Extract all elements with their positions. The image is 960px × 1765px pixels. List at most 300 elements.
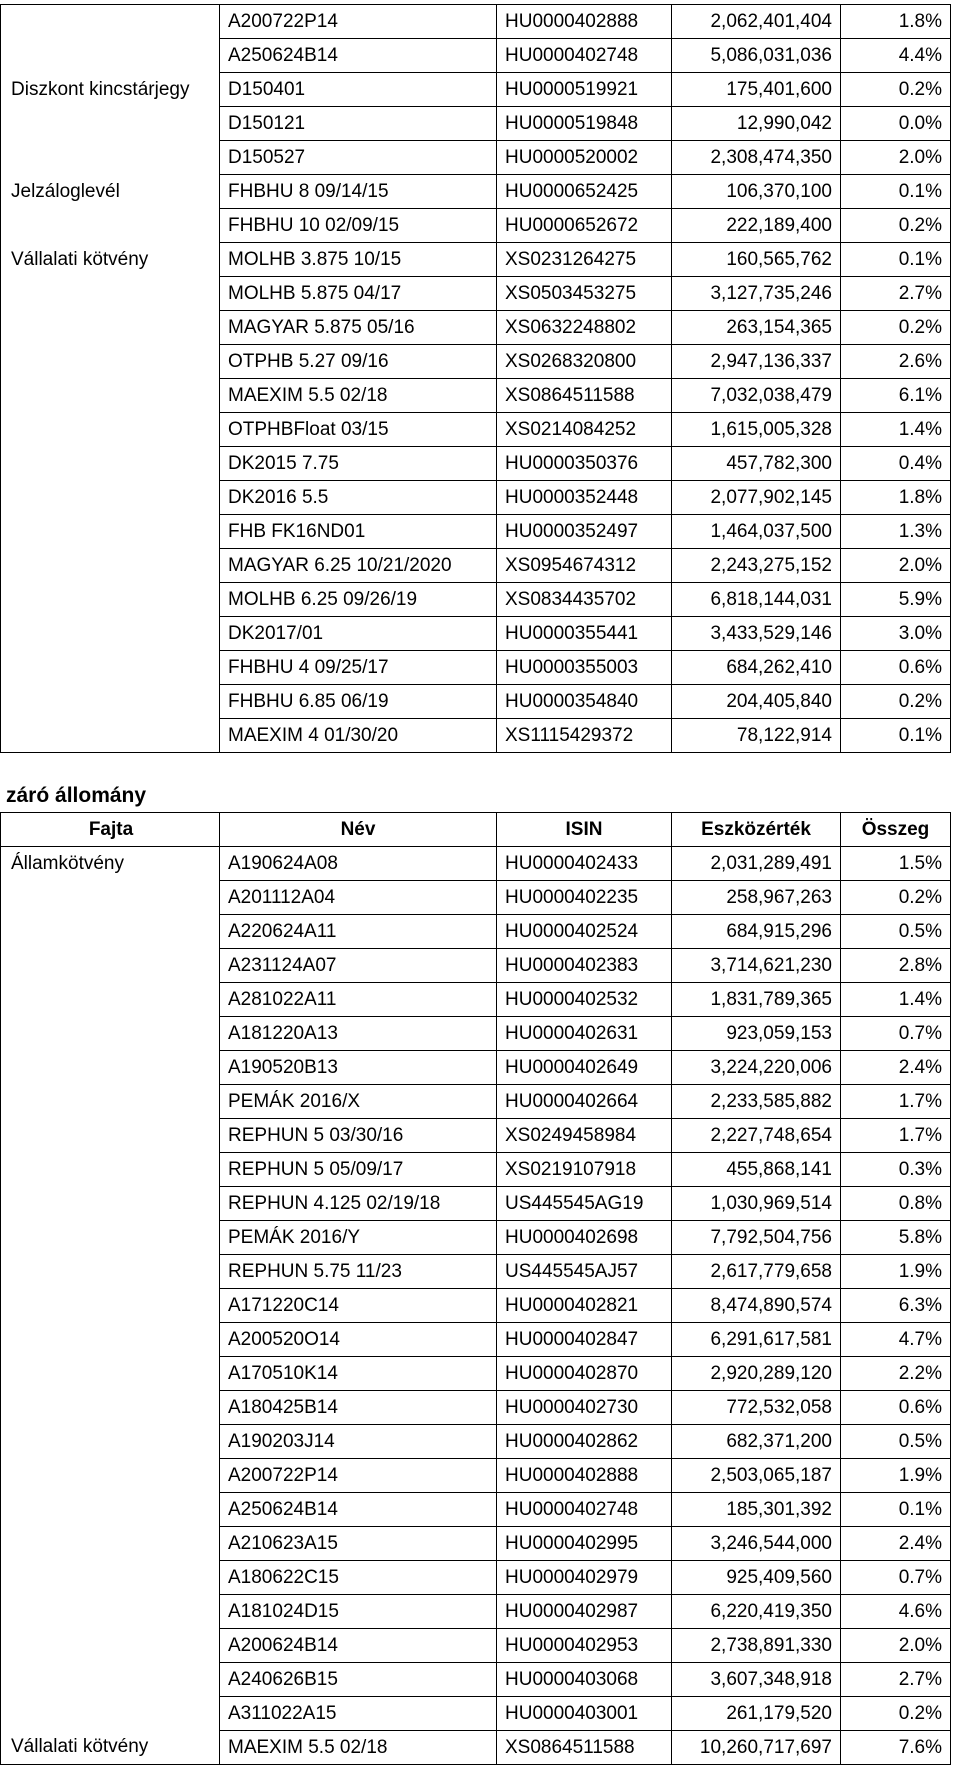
cell-fajta (1, 1391, 220, 1425)
cell-isin: HU0000403068 (497, 1663, 672, 1697)
cell-nev: PEMÁK 2016/X (220, 1085, 497, 1119)
cell-osszeg: 1.4% (841, 413, 951, 447)
cell-nev: A190624A08 (220, 847, 497, 881)
cell-osszeg: 2.0% (841, 141, 951, 175)
cell-isin: HU0000519921 (497, 73, 672, 107)
cell-isin: HU0000402888 (497, 1459, 672, 1493)
cell-fajta (1, 1459, 220, 1493)
cell-osszeg: 0.5% (841, 915, 951, 949)
cell-nev: DK2016 5.5 (220, 481, 497, 515)
cell-isin: HU0000402748 (497, 39, 672, 73)
table-row (1, 1459, 951, 1493)
cell-osszeg: 0.2% (841, 73, 951, 107)
cell-isin: HU0000402383 (497, 949, 672, 983)
cell-isin: XS0268320800 (497, 345, 672, 379)
cell-isin: HU0000402730 (497, 1391, 672, 1425)
table-row (1, 617, 951, 651)
cell-nev: MAEXIM 5.5 02/18 (220, 1731, 497, 1765)
cell-isin: HU0000402979 (497, 1561, 672, 1595)
table-row (1, 107, 951, 141)
cell-nev: DK2017/01 (220, 617, 497, 651)
cell-eszkozertek: 1,831,789,365 (672, 983, 841, 1017)
cell-nev: A180622C15 (220, 1561, 497, 1595)
cell-fajta (1, 1357, 220, 1391)
cell-nev: PEMÁK 2016/Y (220, 1221, 497, 1255)
cell-fajta (1, 1595, 220, 1629)
cell-osszeg: 0.1% (841, 175, 951, 209)
cell-eszkozertek: 2,243,275,152 (672, 549, 841, 583)
cell-nev: A200722P14 (220, 1459, 497, 1493)
table-row (1, 1187, 951, 1221)
cell-eszkozertek: 2,308,474,350 (672, 141, 841, 175)
cell-eszkozertek: 10,260,717,697 (672, 1731, 841, 1765)
table-row (1, 1119, 951, 1153)
holdings-table-continued (0, 4, 951, 753)
cell-eszkozertek: 3,246,544,000 (672, 1527, 841, 1561)
cell-isin: HU0000402821 (497, 1289, 672, 1323)
table-row (1, 549, 951, 583)
cell-fajta (1, 549, 220, 583)
cell-osszeg: 0.6% (841, 1391, 951, 1425)
cell-eszkozertek: 5,086,031,036 (672, 39, 841, 73)
cell-osszeg: 0.0% (841, 107, 951, 141)
cell-nev: REPHUN 5.75 11/23 (220, 1255, 497, 1289)
cell-osszeg: 0.2% (841, 881, 951, 915)
cell-osszeg: 3.0% (841, 617, 951, 651)
cell-fajta (1, 881, 220, 915)
cell-eszkozertek: 2,503,065,187 (672, 1459, 841, 1493)
cell-isin: HU0000402698 (497, 1221, 672, 1255)
cell-isin: HU0000402235 (497, 881, 672, 915)
cell-osszeg: 0.7% (841, 1017, 951, 1051)
cell-osszeg: 1.3% (841, 515, 951, 549)
cell-isin: HU0000355441 (497, 617, 672, 651)
cell-isin: XS0219107918 (497, 1153, 672, 1187)
cell-isin: HU0000519848 (497, 107, 672, 141)
cell-fajta (1, 1119, 220, 1153)
cell-eszkozertek: 772,532,058 (672, 1391, 841, 1425)
cell-eszkozertek: 6,291,617,581 (672, 1323, 841, 1357)
cell-osszeg: 0.5% (841, 1425, 951, 1459)
cell-isin: XS0249458984 (497, 1119, 672, 1153)
cell-nev: REPHUN 5 03/30/16 (220, 1119, 497, 1153)
header-nev: Név (220, 813, 497, 847)
cell-eszkozertek: 3,433,529,146 (672, 617, 841, 651)
cell-isin: XS0954674312 (497, 549, 672, 583)
table-row (1, 277, 951, 311)
cell-eszkozertek: 12,990,042 (672, 107, 841, 141)
cell-isin: HU0000652672 (497, 209, 672, 243)
cell-isin: XS0834435702 (497, 583, 672, 617)
cell-isin: XS0864511588 (497, 379, 672, 413)
cell-eszkozertek: 1,615,005,328 (672, 413, 841, 447)
cell-fajta (1, 1051, 220, 1085)
cell-eszkozertek: 682,371,200 (672, 1425, 841, 1459)
cell-isin: HU0000402987 (497, 1595, 672, 1629)
table-row (1, 1595, 951, 1629)
cell-isin: HU0000402649 (497, 1051, 672, 1085)
cell-fajta: Jelzáloglevél (1, 175, 220, 209)
cell-nev: A180425B14 (220, 1391, 497, 1425)
cell-nev: OTPHB 5.27 09/16 (220, 345, 497, 379)
table-row (1, 5, 951, 39)
cell-eszkozertek: 258,967,263 (672, 881, 841, 915)
cell-fajta (1, 617, 220, 651)
cell-osszeg: 0.2% (841, 311, 951, 345)
cell-isin: HU0000350376 (497, 447, 672, 481)
cell-fajta (1, 915, 220, 949)
cell-fajta (1, 1017, 220, 1051)
closing-holdings-table (0, 812, 951, 1765)
table-row (1, 1629, 951, 1663)
cell-fajta (1, 1085, 220, 1119)
cell-nev: A220624A11 (220, 915, 497, 949)
table-row (1, 39, 951, 73)
cell-nev: A240626B15 (220, 1663, 497, 1697)
table-row (1, 481, 951, 515)
table-row (1, 1731, 951, 1765)
cell-osszeg: 1.9% (841, 1255, 951, 1289)
cell-nev: A311022A15 (220, 1697, 497, 1731)
cell-osszeg: 2.8% (841, 949, 951, 983)
cell-nev: FHBHU 8 09/14/15 (220, 175, 497, 209)
cell-eszkozertek: 2,738,891,330 (672, 1629, 841, 1663)
cell-eszkozertek: 3,714,621,230 (672, 949, 841, 983)
cell-nev: MAGYAR 6.25 10/21/2020 (220, 549, 497, 583)
cell-fajta (1, 1153, 220, 1187)
cell-fajta (1, 413, 220, 447)
cell-nev: REPHUN 4.125 02/19/18 (220, 1187, 497, 1221)
cell-eszkozertek: 2,233,585,882 (672, 1085, 841, 1119)
table-row (1, 141, 951, 175)
cell-osszeg: 1.9% (841, 1459, 951, 1493)
cell-fajta: Diszkont kincstárjegy (1, 73, 220, 107)
cell-eszkozertek: 263,154,365 (672, 311, 841, 345)
cell-fajta (1, 651, 220, 685)
cell-eszkozertek: 185,301,392 (672, 1493, 841, 1527)
cell-fajta (1, 481, 220, 515)
cell-osszeg: 2.6% (841, 345, 951, 379)
cell-osszeg: 0.2% (841, 685, 951, 719)
cell-osszeg: 2.0% (841, 549, 951, 583)
cell-osszeg: 2.0% (841, 1629, 951, 1663)
cell-nev: MOLHB 3.875 10/15 (220, 243, 497, 277)
cell-osszeg: 2.7% (841, 1663, 951, 1697)
cell-nev: A210623A15 (220, 1527, 497, 1561)
table-row (1, 1289, 951, 1323)
cell-fajta (1, 379, 220, 413)
cell-fajta (1, 107, 220, 141)
table-row (1, 379, 951, 413)
cell-fajta (1, 1663, 220, 1697)
cell-isin: HU0000402862 (497, 1425, 672, 1459)
table-row (1, 685, 951, 719)
header-row (1, 813, 951, 847)
cell-eszkozertek: 3,607,348,918 (672, 1663, 841, 1697)
table-row (1, 651, 951, 685)
cell-fajta (1, 1629, 220, 1663)
header-eszkozertek: Eszközérték (672, 813, 841, 847)
cell-fajta (1, 1697, 220, 1731)
cell-eszkozertek: 261,179,520 (672, 1697, 841, 1731)
cell-fajta (1, 719, 220, 753)
cell-nev: D150527 (220, 141, 497, 175)
cell-isin: US445545AG19 (497, 1187, 672, 1221)
cell-nev: MOLHB 6.25 09/26/19 (220, 583, 497, 617)
closing-holdings-body (1, 847, 951, 1765)
table-row (1, 1493, 951, 1527)
cell-osszeg: 4.4% (841, 39, 951, 73)
cell-osszeg: 2.4% (841, 1527, 951, 1561)
cell-osszeg: 7.6% (841, 1731, 951, 1765)
cell-eszkozertek: 160,565,762 (672, 243, 841, 277)
cell-osszeg: 0.6% (841, 651, 951, 685)
cell-osszeg: 4.6% (841, 1595, 951, 1629)
cell-osszeg: 1.5% (841, 847, 951, 881)
cell-isin: US445545AJ57 (497, 1255, 672, 1289)
cell-osszeg: 6.1% (841, 379, 951, 413)
cell-eszkozertek: 925,409,560 (672, 1561, 841, 1595)
cell-isin: HU0000355003 (497, 651, 672, 685)
cell-osszeg: 0.1% (841, 243, 951, 277)
table-row (1, 583, 951, 617)
table-row (1, 881, 951, 915)
cell-fajta (1, 1255, 220, 1289)
cell-fajta (1, 141, 220, 175)
cell-nev: MOLHB 5.875 04/17 (220, 277, 497, 311)
cell-nev: A200520O14 (220, 1323, 497, 1357)
cell-eszkozertek: 175,401,600 (672, 73, 841, 107)
cell-nev: A170510K14 (220, 1357, 497, 1391)
table-row (1, 413, 951, 447)
cell-osszeg: 0.8% (841, 1187, 951, 1221)
cell-nev: A190520B13 (220, 1051, 497, 1085)
cell-isin: XS0503453275 (497, 277, 672, 311)
cell-osszeg: 2.7% (841, 277, 951, 311)
table-row (1, 1051, 951, 1085)
cell-eszkozertek: 2,031,289,491 (672, 847, 841, 881)
table-row (1, 1391, 951, 1425)
cell-nev: D150121 (220, 107, 497, 141)
cell-nev: A250624B14 (220, 39, 497, 73)
cell-osszeg: 0.2% (841, 209, 951, 243)
cell-fajta: Vállalati kötvény (1, 243, 220, 277)
cell-fajta (1, 1221, 220, 1255)
table-row (1, 847, 951, 881)
cell-nev: REPHUN 5 05/09/17 (220, 1153, 497, 1187)
cell-nev: D150401 (220, 73, 497, 107)
cell-nev: A181220A13 (220, 1017, 497, 1051)
table-row (1, 1697, 951, 1731)
cell-eszkozertek: 3,224,220,006 (672, 1051, 841, 1085)
cell-isin: HU0000402888 (497, 5, 672, 39)
cell-isin: XS1115429372 (497, 719, 672, 753)
cell-nev: FHBHU 10 02/09/15 (220, 209, 497, 243)
cell-nev: A200624B14 (220, 1629, 497, 1663)
cell-fajta (1, 277, 220, 311)
table-row (1, 1357, 951, 1391)
cell-nev: A200722P14 (220, 5, 497, 39)
table-row (1, 1561, 951, 1595)
cell-nev: A281022A11 (220, 983, 497, 1017)
header-isin: ISIN (497, 813, 672, 847)
cell-fajta (1, 1561, 220, 1595)
holdings-table-body (1, 5, 951, 753)
cell-osszeg: 1.8% (841, 5, 951, 39)
cell-eszkozertek: 455,868,141 (672, 1153, 841, 1187)
cell-fajta (1, 39, 220, 73)
cell-fajta (1, 515, 220, 549)
cell-fajta (1, 1425, 220, 1459)
cell-fajta (1, 1187, 220, 1221)
table-row (1, 1085, 951, 1119)
cell-eszkozertek: 2,077,902,145 (672, 481, 841, 515)
cell-fajta (1, 5, 220, 39)
table-row (1, 1663, 951, 1697)
cell-eszkozertek: 6,220,419,350 (672, 1595, 841, 1629)
cell-osszeg: 0.2% (841, 1697, 951, 1731)
cell-fajta (1, 209, 220, 243)
cell-nev: A231124A07 (220, 949, 497, 983)
table-row (1, 949, 951, 983)
header-osszeg: Összeg (841, 813, 951, 847)
header-fajta: Fajta (1, 813, 220, 847)
cell-osszeg: 1.8% (841, 481, 951, 515)
table-row (1, 1255, 951, 1289)
cell-osszeg: 0.7% (841, 1561, 951, 1595)
cell-osszeg: 1.7% (841, 1119, 951, 1153)
cell-nev: A171220C14 (220, 1289, 497, 1323)
cell-isin: HU0000354840 (497, 685, 672, 719)
cell-isin: HU0000402664 (497, 1085, 672, 1119)
cell-fajta (1, 447, 220, 481)
cell-nev: FHBHU 6.85 06/19 (220, 685, 497, 719)
cell-osszeg: 1.7% (841, 1085, 951, 1119)
table-row (1, 1017, 951, 1051)
cell-eszkozertek: 923,059,153 (672, 1017, 841, 1051)
cell-osszeg: 0.4% (841, 447, 951, 481)
cell-fajta (1, 983, 220, 1017)
cell-eszkozertek: 7,792,504,756 (672, 1221, 841, 1255)
cell-eszkozertek: 457,782,300 (672, 447, 841, 481)
cell-nev: A250624B14 (220, 1493, 497, 1527)
cell-osszeg: 5.9% (841, 583, 951, 617)
cell-eszkozertek: 1,030,969,514 (672, 1187, 841, 1221)
cell-eszkozertek: 8,474,890,574 (672, 1289, 841, 1323)
cell-isin: HU0000402631 (497, 1017, 672, 1051)
table-row (1, 311, 951, 345)
cell-fajta (1, 1289, 220, 1323)
cell-eszkozertek: 3,127,735,246 (672, 277, 841, 311)
cell-isin: HU0000402532 (497, 983, 672, 1017)
cell-osszeg: 1.4% (841, 983, 951, 1017)
cell-fajta: Vállalati kötvény (1, 1731, 220, 1765)
cell-fajta (1, 1323, 220, 1357)
table-row (1, 1425, 951, 1459)
table-row (1, 243, 951, 277)
cell-nev: FHB FK16ND01 (220, 515, 497, 549)
cell-isin: HU0000402847 (497, 1323, 672, 1357)
cell-osszeg: 0.3% (841, 1153, 951, 1187)
table-row (1, 515, 951, 549)
section-title: záró állomány (6, 784, 147, 807)
table-row (1, 209, 951, 243)
cell-osszeg: 0.1% (841, 1493, 951, 1527)
cell-isin: XS0214084252 (497, 413, 672, 447)
cell-nev: A190203J14 (220, 1425, 497, 1459)
table-row (1, 719, 951, 753)
table-row (1, 73, 951, 107)
cell-isin: HU0000402953 (497, 1629, 672, 1663)
cell-eszkozertek: 78,122,914 (672, 719, 841, 753)
table-row (1, 1323, 951, 1357)
cell-osszeg: 4.7% (841, 1323, 951, 1357)
cell-isin: HU0000402433 (497, 847, 672, 881)
cell-fajta: Államkötvény (1, 847, 220, 881)
cell-eszkozertek: 204,405,840 (672, 685, 841, 719)
cell-osszeg: 2.2% (841, 1357, 951, 1391)
table-row (1, 1527, 951, 1561)
table-header (1, 813, 951, 847)
table-row (1, 345, 951, 379)
cell-eszkozertek: 2,062,401,404 (672, 5, 841, 39)
cell-isin: HU0000402524 (497, 915, 672, 949)
cell-nev: FHBHU 4 09/25/17 (220, 651, 497, 685)
cell-eszkozertek: 106,370,100 (672, 175, 841, 209)
cell-fajta (1, 685, 220, 719)
cell-osszeg: 5.8% (841, 1221, 951, 1255)
cell-isin: HU0000403001 (497, 1697, 672, 1731)
cell-nev: MAEXIM 5.5 02/18 (220, 379, 497, 413)
cell-eszkozertek: 2,227,748,654 (672, 1119, 841, 1153)
cell-fajta (1, 345, 220, 379)
cell-eszkozertek: 6,818,144,031 (672, 583, 841, 617)
cell-fajta (1, 311, 220, 345)
cell-osszeg: 6.3% (841, 1289, 951, 1323)
cell-eszkozertek: 1,464,037,500 (672, 515, 841, 549)
cell-nev: MAEXIM 4 01/30/20 (220, 719, 497, 753)
cell-fajta (1, 949, 220, 983)
cell-isin: XS0632248802 (497, 311, 672, 345)
table-row (1, 175, 951, 209)
cell-isin: HU0000352497 (497, 515, 672, 549)
cell-isin: HU0000402870 (497, 1357, 672, 1391)
cell-nev: OTPHBFloat 03/15 (220, 413, 497, 447)
cell-nev: A181024D15 (220, 1595, 497, 1629)
cell-osszeg: 0.1% (841, 719, 951, 753)
table-row (1, 1153, 951, 1187)
cell-isin: HU0000652425 (497, 175, 672, 209)
cell-isin: XS0864511588 (497, 1731, 672, 1765)
cell-isin: HU0000520002 (497, 141, 672, 175)
cell-eszkozertek: 684,915,296 (672, 915, 841, 949)
cell-isin: HU0000352448 (497, 481, 672, 515)
cell-eszkozertek: 684,262,410 (672, 651, 841, 685)
cell-eszkozertek: 7,032,038,479 (672, 379, 841, 413)
table-row (1, 1221, 951, 1255)
cell-eszkozertek: 2,617,779,658 (672, 1255, 841, 1289)
cell-isin: HU0000402995 (497, 1527, 672, 1561)
cell-osszeg: 2.4% (841, 1051, 951, 1085)
cell-fajta (1, 1527, 220, 1561)
cell-eszkozertek: 222,189,400 (672, 209, 841, 243)
table-row (1, 915, 951, 949)
cell-eszkozertek: 2,947,136,337 (672, 345, 841, 379)
cell-fajta (1, 1493, 220, 1527)
cell-isin: XS0231264275 (497, 243, 672, 277)
cell-nev: DK2015 7.75 (220, 447, 497, 481)
table-row (1, 447, 951, 481)
